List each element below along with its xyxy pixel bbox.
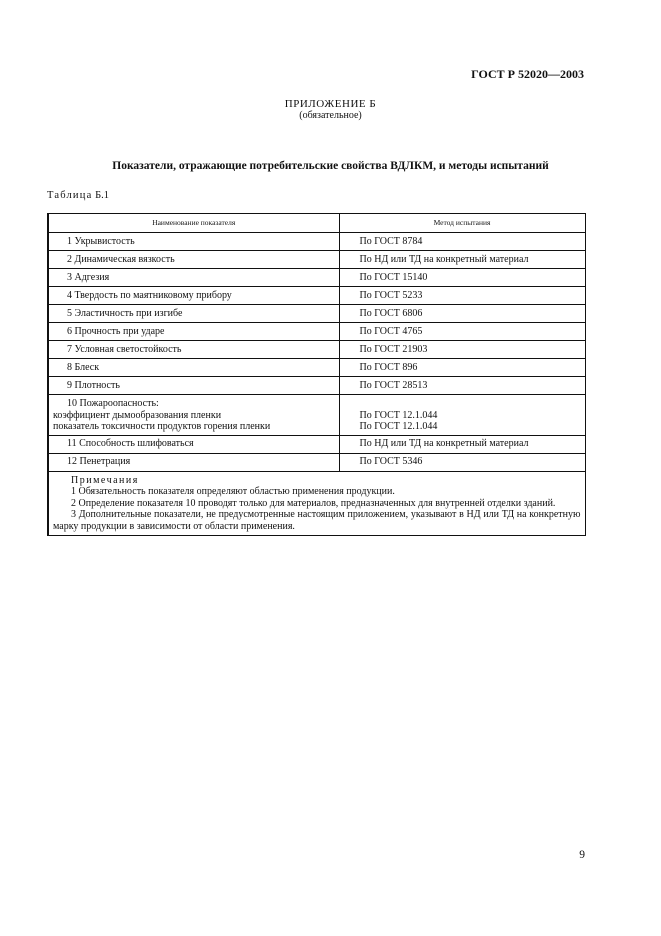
test-method: По НД или ТД на конкретный материал (339, 251, 585, 269)
toxicity-index-label: показатель токсичности продуктов горения пленки (53, 421, 271, 432)
table-row (48, 269, 585, 287)
column-header-indicator: Наименование показателя (48, 214, 339, 233)
indicator-name: 5 Эластичность при изгибе (48, 305, 339, 323)
test-method-fire-hazard (339, 395, 585, 436)
table-caption-word: Таблица (47, 190, 93, 201)
table-row (48, 251, 585, 269)
table-caption (47, 190, 109, 201)
test-method: По ГОСТ 896 (339, 359, 585, 377)
indicator-name: 11 Способность шлифоваться (48, 435, 339, 453)
note-item: 1 Обязательность показателя определяют областью применения продукции. (71, 486, 395, 497)
test-method: По ГОСТ 6806 (339, 305, 585, 323)
document-title: Показатели, отражающие потребительские свойства ВДЛКМ, и методы испытаний (112, 160, 549, 172)
column-header-method: Метод испытания (339, 214, 585, 233)
table-caption-number: Б.1 (95, 190, 109, 201)
indicator-name: 2 Динамическая вязкость (48, 251, 339, 269)
indicator-name: 4 Твердость по маятниковому прибору (48, 287, 339, 305)
page-number: 9 (579, 849, 585, 861)
note-item: 3 Дополнительные показатели, не предусмотренные настоящим приложением, указывают в НД или ТД на конкретную марку продукции в зависимости от области применения. (53, 509, 581, 532)
fire-hazard-heading: 10 Пожароопасность: (67, 398, 159, 409)
indicator-name: 8 Блеск (48, 359, 339, 377)
indicator-name: 1 Укрывистость (48, 233, 339, 251)
table-header-row (48, 214, 585, 233)
appendix-title: ПРИЛОЖЕНИЕ Б (284, 98, 377, 110)
table-row (48, 341, 585, 359)
indicator-name: 7 Условная светостойкость (48, 341, 339, 359)
table-row (48, 305, 585, 323)
indicator-name: 12 Пенетрация (48, 453, 339, 471)
test-method: По ГОСТ 5346 (339, 453, 585, 471)
indicator-name: 6 Прочность при ударе (48, 323, 339, 341)
indicator-name: 9 Плотность (48, 377, 339, 395)
table-row (48, 435, 585, 453)
test-method: По ГОСТ 12.1.044 (359, 421, 438, 432)
test-method: По ГОСТ 12.1.044 (359, 409, 438, 421)
table-row (48, 377, 585, 395)
standard-number: ГОСТ Р 52020—2003 (471, 67, 584, 81)
indicator-name: 3 Адгезия (48, 269, 339, 287)
smoke-coefficient-label: коэффициент дымообразования пленки (53, 409, 222, 421)
table-row (48, 323, 585, 341)
test-method: По ГОСТ 15140 (339, 269, 585, 287)
appendix-subtitle: (обязательное) (299, 110, 362, 121)
test-method: По ГОСТ 4765 (339, 323, 585, 341)
table-row (48, 233, 585, 251)
table-row (48, 453, 585, 471)
test-method: По ГОСТ 8784 (339, 233, 585, 251)
note-item: 2 Определение показателя 10 проводят только для материалов, предназначенных для внутренней отделки зданий. (71, 497, 556, 509)
table-row (48, 359, 585, 377)
table-row (48, 287, 585, 305)
test-method: По ГОСТ 28513 (339, 377, 585, 395)
indicator-name-fire-hazard (48, 395, 339, 436)
indicators-table (47, 213, 586, 536)
table-row-fire-hazard (48, 395, 585, 436)
table-notes (48, 471, 585, 536)
test-method: По НД или ТД на конкретный материал (339, 435, 585, 453)
table-notes-row (48, 471, 585, 536)
test-method: По ГОСТ 5233 (339, 287, 585, 305)
notes-heading: Примечания (71, 474, 139, 486)
test-method: По ГОСТ 21903 (339, 341, 585, 359)
